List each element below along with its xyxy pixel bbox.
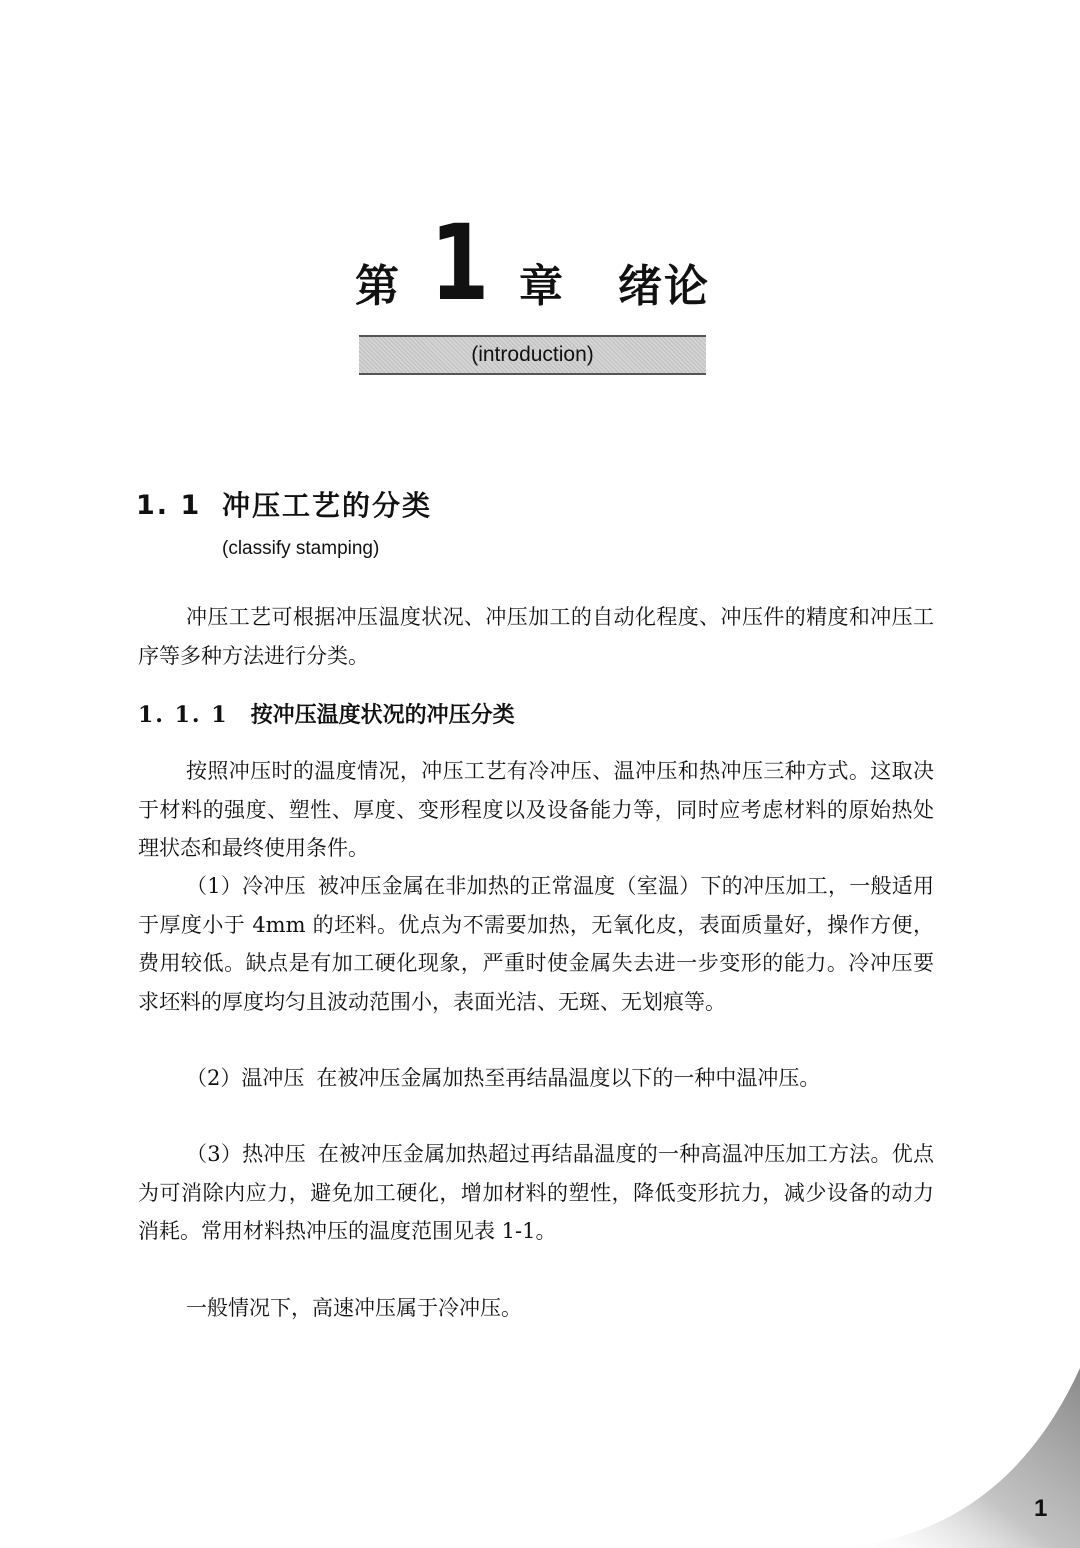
chapter-suffix: 章 (519, 261, 563, 312)
chapter-heading (0, 202, 1080, 324)
overview-paragraph: 按照冲压时的温度情况，冲压工艺有冷冲压、温冲压和热冲压三种方式。这取决于材料的强度、塑性、厚度、变形程度以及设备能力等，同时应考虑材料的原始热处理状态和最终使用条件。 (138, 759, 934, 860)
section-intro-paragraph: 冲压工艺可根据冲压温度状况、冲压加工的自动化程度、冲压件的精度和冲压工序等多种方法进行分类。 (138, 605, 934, 668)
section-number: 1. 1 (136, 490, 202, 521)
chapter-subtitle-banner: (introduction) (359, 335, 706, 375)
warm-stamping-label: （2）温冲压 (186, 1066, 305, 1090)
hot-stamping-text: 在被冲压金属加热超过再结晶温度的一种高温冲压加工方法。优点为可消除内应力，避免加工硬化，增加材料的塑性，降低变形抗力，减少设备的动力消耗。常用材料热冲压的温度范围见表 1-1。 (138, 1142, 934, 1243)
section-subtitle: (classify stamping) (222, 538, 380, 559)
page-number: 1 (1034, 1495, 1048, 1522)
cold-stamping-text: 被冲压金属在非加热的正常温度（室温）下的冲压加工，一般适用于厚度小于 4mm 的坯料。优点为不需要加热，无氧化皮，表面质量好，操作方便，费用较低。缺点是有加工硬化现象，严重时使金属失去进一步变形的能力。冷冲压要求坯料的厚度均匀且波动范围小，表面光洁、无斑、无划痕等。 (138, 874, 934, 1014)
chapter-number: 1 (430, 202, 490, 324)
hot-stamping-label: （3）热冲压 (186, 1142, 306, 1166)
warm-stamping-text: 在被冲压金属加热至再结晶温度以下的一种中温冲压。 (316, 1066, 821, 1090)
closing-paragraph: 一般情况下，高速冲压属于冷冲压。 (186, 1296, 522, 1320)
cold-stamping-paragraph (138, 867, 934, 1021)
chapter-prefix: 第 (355, 261, 399, 312)
section-title: 冲压工艺的分类 (222, 489, 433, 522)
subsection-number: 1. 1. 1 (138, 702, 229, 728)
chapter-title: 绪论 (618, 261, 710, 312)
subsection-title: 按冲压温度状况的冲压分类 (250, 702, 515, 728)
warm-stamping-paragraph (138, 1059, 934, 1098)
cold-stamping-label: （1）冷冲压 (186, 874, 306, 898)
hot-stamping-paragraph (138, 1135, 934, 1251)
subsection-heading (138, 698, 515, 732)
